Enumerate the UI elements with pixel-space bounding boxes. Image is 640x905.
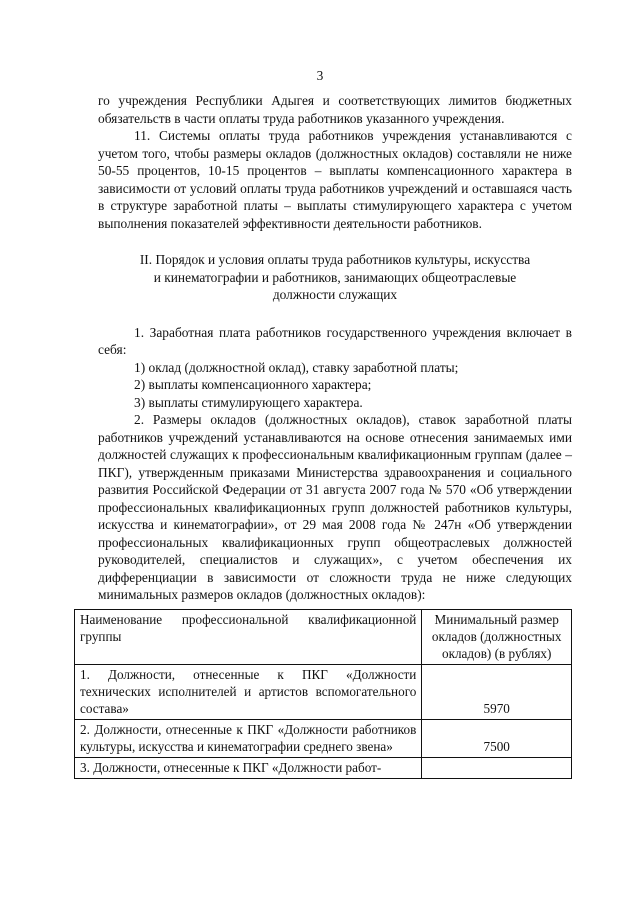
table-row (75, 665, 572, 720)
section-heading (98, 251, 572, 304)
list-item: 1) оклад (должностной оклад), ставку заработной платы; (134, 359, 459, 375)
paragraph-2: 2. Размеры окладов (должностных окладов), ставок заработной платы работников учреждений устанавливаются на основе отнесения занимаемых ими должностей служащих к профессиональным квалификационным группам (далее – ПКГ), утвержденным приказами Министерства здравоохранения и социального развития Российской Федерации от 31 августа 2007 года № 570 «Об утверждении профессиональных квалификационных групп должностей работников культуры, искусства и кинематографии», от 29 мая 2008 года № 247н «Об утверждении профессиональных квалификационных групп общеотраслевых должностей руководителей, специалистов и служащих», с учетом обеспечения их дифференциации в зависимости от сложности труда не ниже следующих минимальных размеров окладов (должностных окладов): (98, 412, 572, 602)
list-item: 3) выплаты стимулирующего характера. (134, 394, 363, 410)
paragraph-1-intro: 1. Заработная плата работников государственного учреждения включает в себя: (98, 324, 572, 357)
section-heading-line: II. Порядок и условия оплаты труда работников культуры, искусства (139, 252, 531, 267)
table-cell-value: 5970 (422, 665, 572, 720)
paragraph-continuation: го учреждения Республики Адыгея и соответствующих лимитов бюджетных обязательств в части оплаты труда работников указанного учреждения. (98, 93, 572, 126)
table-cell-name: 3. Должности, отнесенные к ПКГ «Должности работ- (75, 758, 422, 779)
table-cell-value (422, 758, 572, 779)
table-cell-name: 2. Должности, отнесенные к ПКГ «Должности работников культуры, искусства и кинематографии среднего звена» (75, 720, 422, 758)
table-cell-value: 7500 (422, 720, 572, 758)
paragraph-11: 11. Системы оплаты труда работников учреждения устанавливаются с учетом того, чтобы размеры окладов (должностных окладов) составляли не ниже 50-55 процентов, 10-15 процентов – выплаты компенсационного характера в зависимости от условий оплаты труда работников учреждений и оставшаяся часть в структуре заработной платы – выплаты стимулирующего характера с учетом выполнения показателей эффективности деятельности работников. (98, 128, 572, 231)
table-header-value: Минимальный размер окладов (должностных окладов) (в рублях) (422, 610, 572, 665)
table-header-row (75, 610, 572, 665)
table-row (75, 758, 572, 779)
page-number: 3 (316, 68, 324, 83)
table-cell-name: 1. Должности, отнесенные к ПКГ «Должности технических исполнителей и артистов вспомогательного состава» (75, 665, 422, 720)
section-heading-line: и кинематографии и работников, занимающих общеотраслевые (153, 269, 517, 285)
table-row (75, 720, 572, 758)
table-header-name: Наименование профессиональной квалификационной группы (75, 610, 422, 665)
salary-table (74, 609, 572, 779)
list-item: 2) выплаты компенсационного характера; (134, 377, 372, 392)
document-body (98, 92, 572, 604)
section-heading-line: должности служащих (272, 287, 398, 302)
